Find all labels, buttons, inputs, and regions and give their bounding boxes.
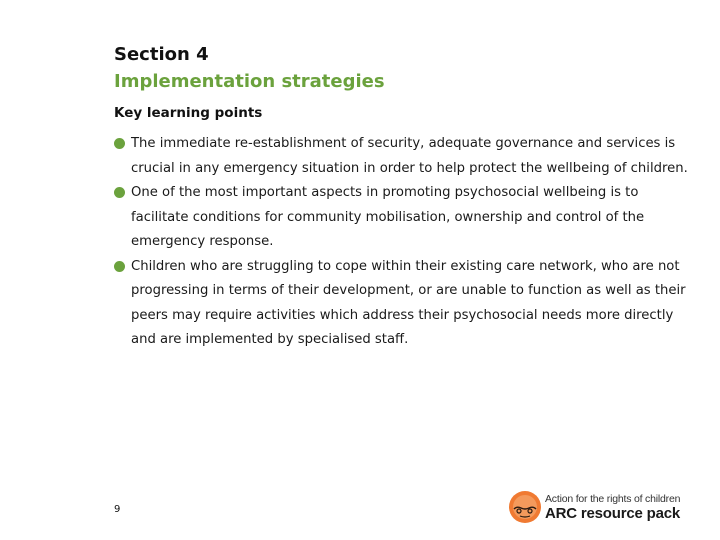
key-learning-points-heading: Key learning points bbox=[114, 105, 263, 121]
key-point-item bbox=[114, 181, 694, 255]
key-point-item bbox=[114, 132, 694, 181]
arc-logo bbox=[508, 490, 708, 526]
page-number: 9 bbox=[114, 504, 121, 515]
bullet-dot-icon bbox=[114, 187, 125, 198]
key-point-text: One of the most important aspects in promoting psychosocial wellbeing is to facilitate conditions for community mobilisation, ownership and control of the emergency response. bbox=[131, 185, 645, 249]
arc-logo-face-icon bbox=[508, 490, 542, 524]
key-points-list bbox=[114, 132, 694, 353]
section-title: Section 4 bbox=[114, 44, 209, 65]
section-subtitle: Implementation strategies bbox=[114, 71, 385, 92]
key-point-text: The immediate re-establishment of security, adequate governance and services is crucial in any emergency situation in order to help protect the wellbeing of children. bbox=[131, 136, 688, 176]
logo-tagline: Action for the rights of children bbox=[545, 493, 681, 505]
bullet-dot-icon bbox=[114, 261, 125, 272]
bullet-dot-icon bbox=[114, 138, 125, 149]
key-point-text: Children who are struggling to cope within their existing care network, who are not progressing in terms of their development, or are unable to function as well as their peers may require activities which address their psychosocial needs more directly and are implemented by specialised staff. bbox=[131, 258, 686, 347]
logo-name: ARC resource pack bbox=[545, 505, 680, 522]
key-point-item bbox=[114, 255, 694, 353]
